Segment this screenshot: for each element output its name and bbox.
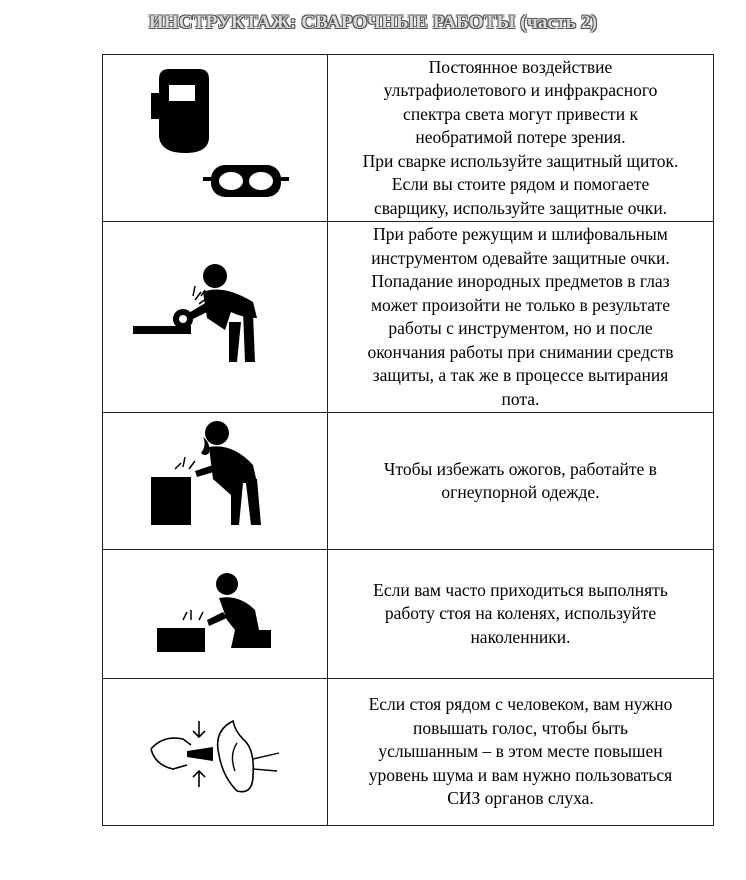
kneeling-welder-icon <box>103 550 327 678</box>
table-row <box>103 222 714 413</box>
instruction-table <box>102 54 714 826</box>
earplug-ear-icon <box>103 679 327 825</box>
instruction-text: Чтобы избежать ожогов, работайте в огнеупорной одежде. <box>328 413 714 550</box>
image-cell <box>103 679 328 826</box>
table-row <box>103 550 714 679</box>
instruction-text: Постоянное воздействие ультрафиолетового и инфракрасного спектра света могут привести к необратимой потере зрения. При сварке используйте защитный щиток. Если вы стоите рядом и помогаете сварщику, используйте защитные очки. <box>328 55 714 222</box>
table-row <box>103 413 714 550</box>
image-cell <box>103 222 328 413</box>
instruction-text: При работе режущим и шлифовальным инструментом одевайте защитные очки. Попадание инородных предметов в глаз может произойти не только в результате работы с инструментом, но и после окончания работы при снимании средств защиты, а так же в процессе вытирания пота. <box>328 222 714 413</box>
instruction-text: Если вам часто приходиться выполнять работу стоя на коленях, используйте наколенники. <box>328 550 714 679</box>
image-cell <box>103 550 328 679</box>
image-cell <box>103 413 328 550</box>
table-row <box>103 55 714 222</box>
table-row <box>103 679 714 826</box>
welder-fire-icon <box>103 413 327 549</box>
instruction-text: Если стоя рядом с человеком, вам нужно повышать голос, чтобы быть услышанным – в этом месте повышен уровень шума и вам нужно пользоваться СИЗ органов слуха. <box>328 679 714 826</box>
grinder-worker-icon <box>103 222 327 412</box>
welding-mask-and-goggles-icon <box>103 55 327 221</box>
page-title: ИНСТРУКТАЖ: СВАРОЧНЫЕ РАБОТЫ (часть 2) <box>148 12 598 33</box>
image-cell <box>103 55 328 222</box>
